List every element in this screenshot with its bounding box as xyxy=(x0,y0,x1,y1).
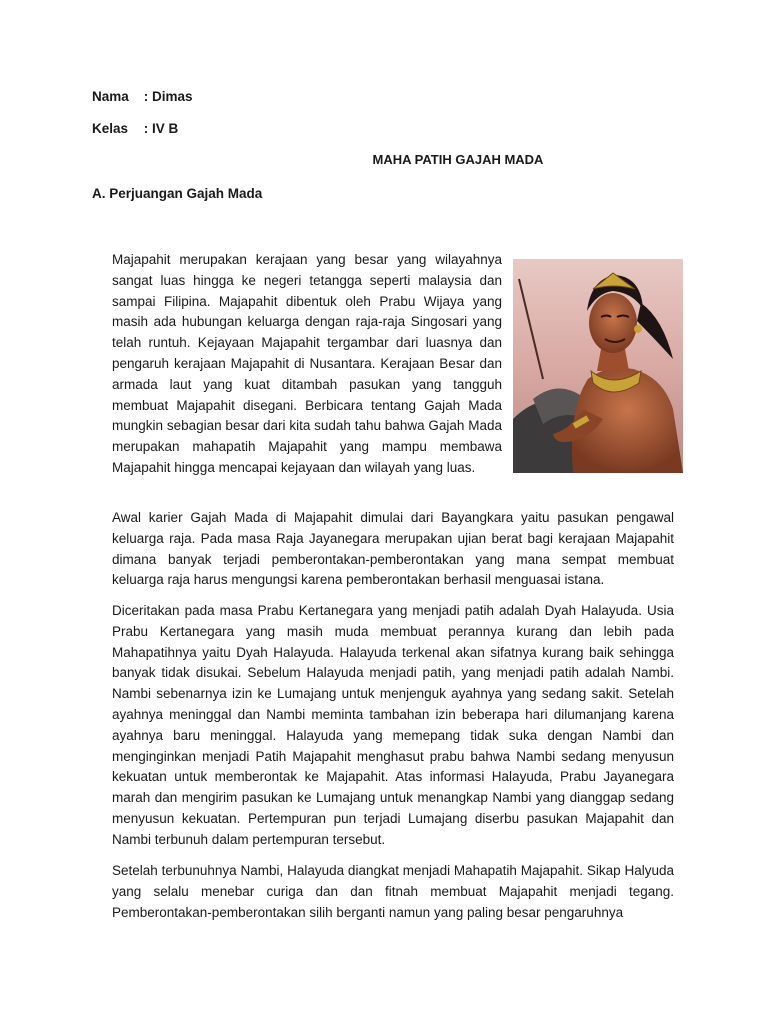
document-title: MAHA PATIH GAJAH MADA xyxy=(372,152,544,167)
student-class-line xyxy=(92,121,178,136)
name-value: : Dimas xyxy=(143,89,193,104)
class-label: Kelas xyxy=(92,121,129,136)
paragraph-3: Diceritakan pada masa Prabu Kertanegara yang menjadi patih adalah Dyah Halayuda. Usia Prabu Kertanegara yang masih muda membuat perannya kurang dan lebih pada Mahapatihnya yaitu Dyah Halayuda. Halayuda terkenal akan sifatnya kurang baik sehingga banyak tidak disukai. Sebelum Halayuda menjadi patih, yang menjadi patih adalah Nambi. Nambi sebenarnya izin ke Lumajang untuk menjenguk ayahnya yang sedang sakit. Setelah ayahnya meninggal dan Nambi meminta tambahan izin beberapa hari dilumanjang karena ayahnya baru meninggal. Halayuda yang memepang tidak suka dengan Nambi dan menginginkan menjadi Patih Majapahit menghasut prabu bahwa Nambi sedang menyusun kekuatan untuk memberontak ke Majapahit. Atas informasi Halayuda, Prabu Jayanegara marah dan mengirim pasukan ke Lumajang untuk menangkap Nambi yang dianggap sedang menyusun kekuatan. Pertempuran pun terjadi Lumajang diserbu pasukan Majapahit dan Nambi terbunuh dalam pertempuran tersebut. xyxy=(112,603,674,847)
class-value: : IV B xyxy=(143,121,179,136)
section-heading: A. Perjuangan Gajah Mada xyxy=(92,186,263,201)
student-name-line xyxy=(92,89,193,104)
paragraph-4: Setelah terbunuhnya Nambi, Halayuda diangkat menjadi Mahapatih Majapahit. Sikap Halyuda yang selalu menebar curiga dan dan fitnah membuat Majapahit menjadi tegang. Pemberontakan-pemberontakan silih berganti namun yang paling besar pengaruhnya xyxy=(112,863,674,920)
paragraph-2: Awal karier Gajah Mada di Majapahit dimulai dari Bayangkara yaitu pasukan pengawal keluarga raja. Pada masa Raja Jayanegara merupakan ujian berat bagi kerajaan Majapahit dimana banyak terjadi pemberontakan-pemberontakan yang mana sempat membuat keluarga raja harus mengungsi karena pemberontakan berhasil menguasai istana. xyxy=(112,510,674,588)
gajah-mada-portrait xyxy=(513,259,683,473)
name-label: Nama xyxy=(92,89,129,104)
paragraph-1: Majapahit merupakan kerajaan yang besar yang wilayahnya sangat luas hingga ke negeri tetangga seperti malaysia dan sampai Filipina. Majapahit dibentuk oleh Prabu Wijaya yang masih ada hubungan keluarga dengan raja-raja Singosari yang telah runtuh. Kejayaan Majapahit tergambar dari luasnya dan pengaruh kerajaan Majapahit di Nusantara. Kerajaan Besar dan armada laut yang kuat ditambah pasukan yang tangguh membuat Majapahit disegani. Berbicara tentang Gajah Mada mungkin sebagian besar dari kita sudah tahu bahwa Gajah Mada merupakan mahapatih Majapahit yang mampu membawa Majapahit hingga mencapai kejayaan dan wilayah yang luas. xyxy=(112,252,502,475)
